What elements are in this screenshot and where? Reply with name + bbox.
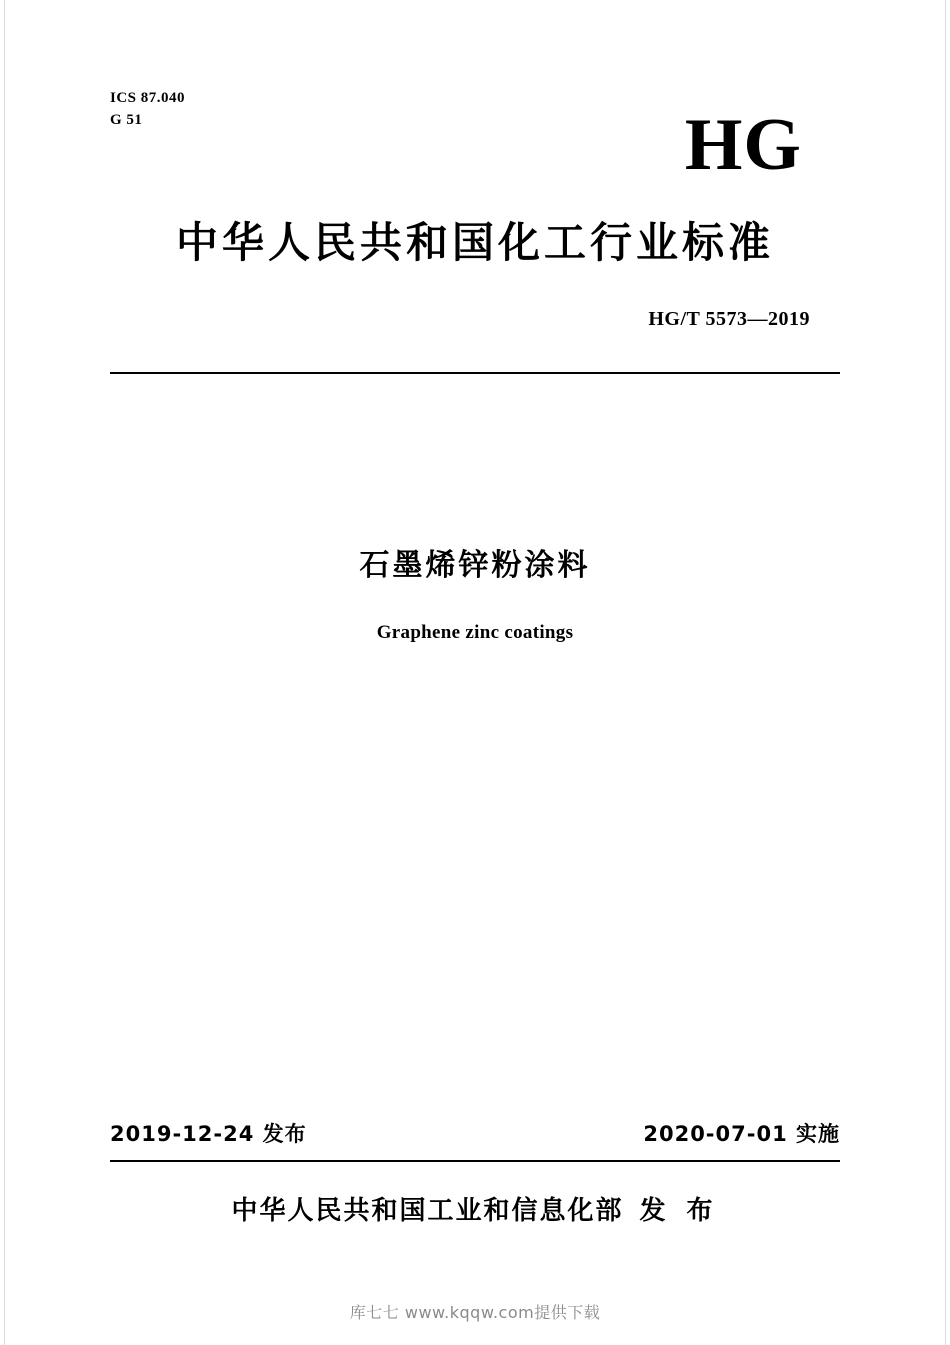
publisher-line: [0, 1190, 950, 1227]
ccs-code: G 51: [110, 111, 143, 128]
download-watermark: 库七七 www.kqqw.com提供下载: [349, 1303, 601, 1322]
footer-divider: [110, 1160, 840, 1162]
dates-row: [110, 1118, 840, 1148]
standard-number: HG/T 5573—2019: [648, 308, 810, 330]
document-title-english: Graphene zinc coatings: [376, 622, 574, 643]
page-edge-right: [945, 0, 946, 1345]
standard-series-mark: HG: [684, 104, 802, 186]
document-title-chinese: 石墨烯锌粉涂料: [359, 548, 591, 583]
page-edge-left: [4, 0, 5, 1345]
implementation-date: 2020-07-01 实施: [643, 1122, 840, 1146]
ics-classification-block: [110, 88, 185, 132]
ics-code: ICS 87.040: [110, 90, 186, 106]
publisher-name: 中华人民共和国工业和信息化部: [231, 1196, 624, 1226]
publisher-verb: 发 布: [639, 1196, 719, 1226]
issuing-body-title: 中华人民共和国化工行业标准: [175, 218, 774, 267]
header-divider: [110, 372, 840, 374]
issue-date: 2019-12-24 发布: [110, 1122, 307, 1146]
